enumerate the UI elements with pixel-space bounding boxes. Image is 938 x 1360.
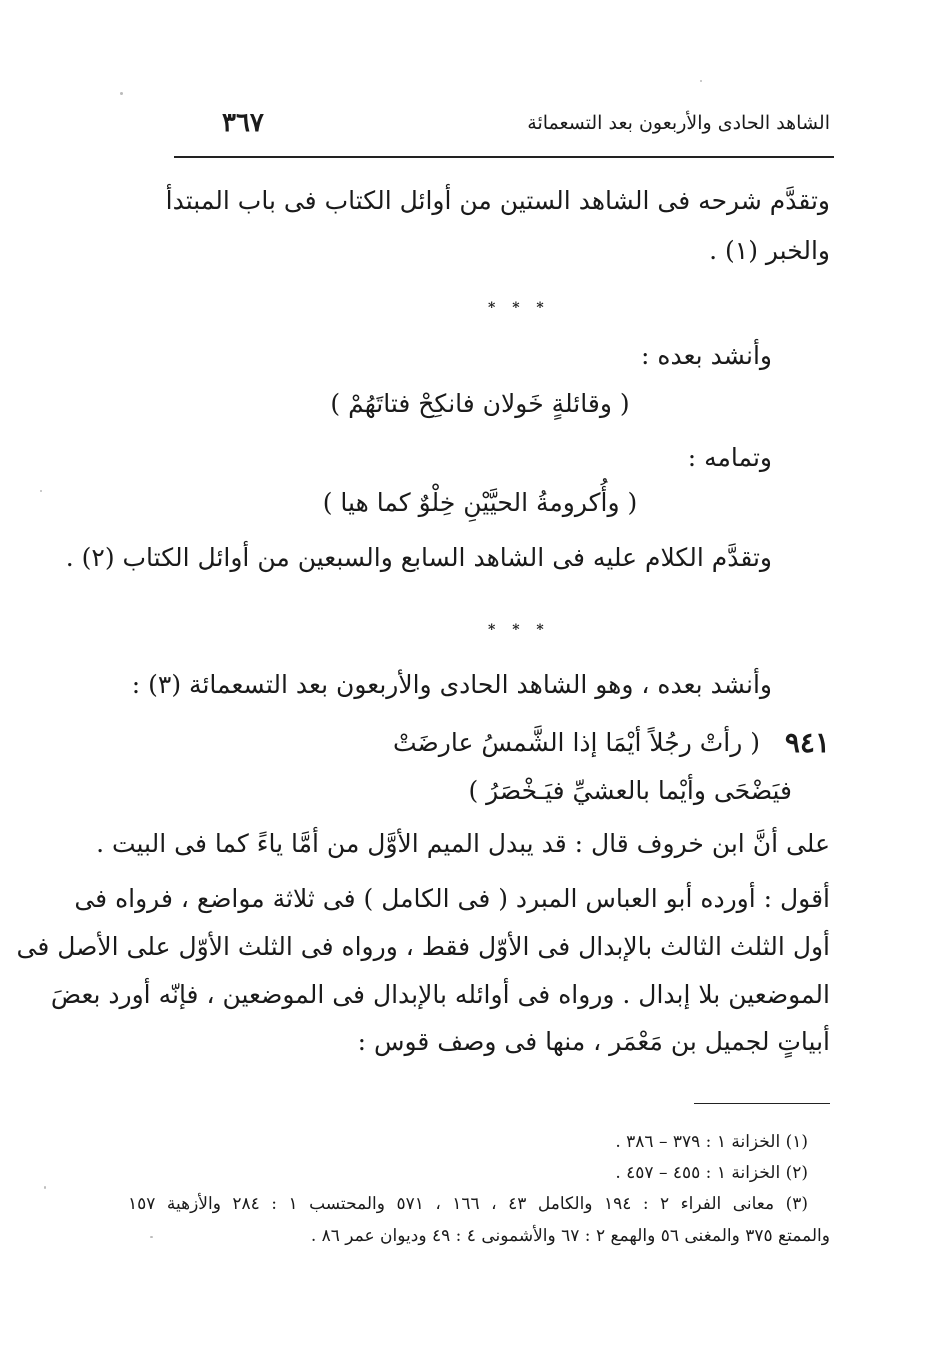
verse-number: ٩٤١ (784, 726, 830, 759)
scan-speck (700, 80, 702, 82)
footnote: (٢) الخزانة ١ : ٤٥٥ – ٤٥٧ . (615, 1163, 808, 1183)
header-rule (174, 156, 834, 158)
paragraph-line: أول الثلث الثالث بالإبدال فى الأوّل فقط ، ورواه فى الثلث الأوّل على الأصل فى (16, 932, 830, 961)
verse-line: فيَضْحَى وأيْما بالعشيِّ فيَـخْصَرُ ) (468, 776, 792, 805)
verse-hemistich: ( وقائلةٍ خَولان فانكِحْ فتاتَهُمْ ) (330, 389, 630, 418)
paragraph-line: أبياتٍ لجميل بن مَعْمَر ، منها فى وصف قوس : (357, 1027, 830, 1056)
scan-speck (40, 490, 42, 492)
intro-line: وتمامه : (687, 443, 772, 472)
footnote: (٣) معانى الفراء ٢ : ١٩٤ والكامل ٤٣ ، ١٦٦ ، ٥٧١ والمحتسب ١ : ٢٨٤ والأزهية ١٥٧ (128, 1194, 808, 1214)
scan-speck (120, 92, 123, 95)
scan-speck (44, 1186, 46, 1189)
section-separator: * * * (488, 300, 550, 316)
verse-line: ( رأتْ رجُلاً أيْمَا إذا الشَّمسُ عارضَتْ (392, 728, 760, 757)
verse-hemistich: ( وأُكرومةُ الحيَّيْنِ خِلْوٌ كما هيا ) (322, 488, 638, 517)
paragraph-line: الموضعين بلا إبدال . ورواه فى أوائله بالإبدال فى الموضعين ، فإنّه أورد بعضَ (50, 980, 830, 1009)
paragraph-line: أقول : أورده أبو العباس المبرد ( فى الكامل ) فى ثلاثة مواضع ، فرواه فى (74, 884, 830, 913)
footnote-rule (694, 1103, 830, 1104)
footnote: (١) الخزانة ١ : ٣٧٩ – ٣٨٦ . (615, 1132, 808, 1152)
section-separator: * * * (488, 622, 550, 638)
scan-speck (150, 1236, 153, 1238)
paragraph-line: وتقدَّم الكلام عليه فى الشاهد السابع والسبعين من أوائل الكتاب (٢) . (65, 543, 772, 572)
intro-line: وأنشد بعده : (641, 341, 772, 370)
paragraph-line: والخبر (١) . (709, 236, 830, 265)
commentary-line: على أنَّ ابن خروف قال : قد يبدل الميم الأوَّل من أمَّا ياءً كما فى البيت . (96, 829, 830, 858)
running-header-title: الشاهد الحادى والأربعون بعد التسعمائة (527, 112, 830, 134)
footnote: والممتع ٣٧٥ والمغنى ٥٦ والهمع ٢ : ٦٧ والأشمونى ٤ : ٤٩ وديوان عمر ٨٦ . (310, 1226, 830, 1246)
intro-line: وأنشد بعده ، وهو الشاهد الحادى والأربعون بعد التسعمائة (٣) : (131, 670, 772, 699)
paragraph-line: وتقدَّم شرحه فى الشاهد الستين من أوائل الكتاب فى باب المبتدأ (165, 186, 830, 215)
page-number: ٣٦٧ (222, 108, 264, 138)
